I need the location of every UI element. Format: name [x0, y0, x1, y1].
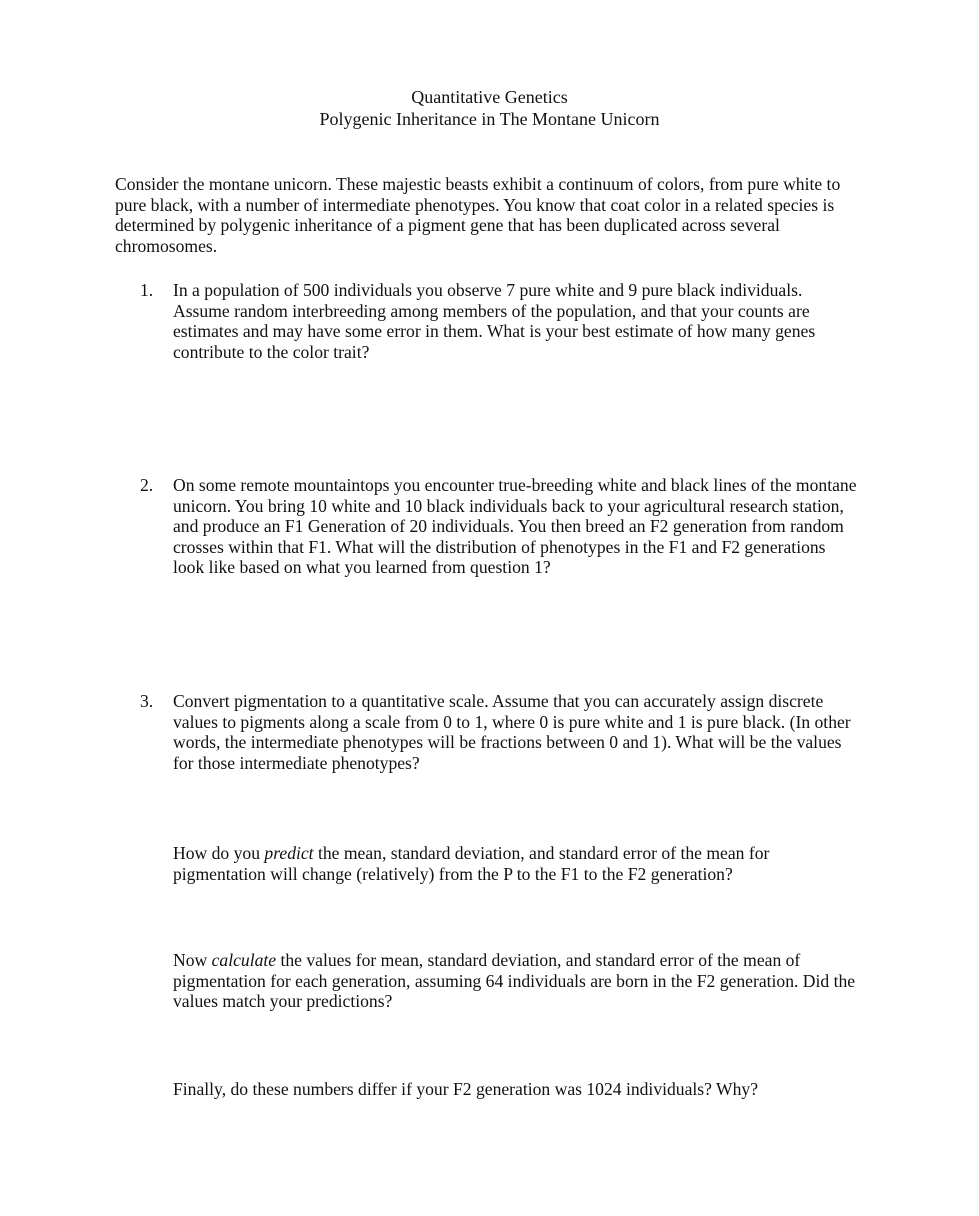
emphasis-predict: predict — [264, 843, 314, 863]
subquestion-text: Now — [173, 950, 212, 970]
question-text: On some remote mountaintops you encounter true-breeding white and black lines of the montane unicorn. You bring 10 white and 10 black individuals back to your agricultural research station, and produce an F1 Generation of 20 individuals. You then breed an F2 generation from random crosses within that F1. What will the distribution of phenotypes in the F1 and F2 generations look like based on what you learned from question 1? — [173, 475, 857, 577]
subquestion-text: How do you — [173, 843, 265, 863]
intro-paragraph: Consider the montane unicorn. These majestic beasts exhibit a continuum of colors, from pure white to pure black, with a number of intermediate phenotypes. You know that coat color in a related species is determined by polygenic inheritance of a pigment gene that has been duplicated across several chromosomes. — [115, 174, 841, 256]
title-block — [0, 86, 979, 130]
subquestion-text: the values for mean, standard deviation, and standard error of the mean of pigmentation for each generation, assuming 64 individuals are born in the F2 generation. Did the values match your predictions? — [173, 950, 856, 1011]
question-3 — [140, 691, 860, 773]
question-number: 3. — [140, 691, 154, 711]
question-number: 1. — [140, 280, 154, 300]
question-text: Convert pigmentation to a quantitative scale. Assume that you can accurately assign discrete values to pigments along a scale from 0 to 1, where 0 is pure white and 1 is pure black. (In other words, the intermediate phenotypes will be fractions between 0 and 1). What will be the values for those intermediate phenotypes? — [173, 691, 851, 773]
question-2 — [140, 475, 860, 578]
emphasis-calculate: calculate — [211, 950, 277, 970]
document-title: Quantitative Genetics — [411, 87, 568, 107]
question-text: In a population of 500 individuals you observe 7 pure white and 9 pure black individuals. Assume random interbreeding among members of the population, and that your counts are estimates and may have some error in them. What is your best estimate of how many genes contribute to the color trait? — [173, 280, 816, 362]
document-subtitle: Polygenic Inheritance in The Montane Unicorn — [319, 109, 660, 129]
question-1 — [140, 280, 860, 362]
question-number: 2. — [140, 475, 154, 495]
subquestion-predict — [173, 843, 863, 884]
subquestion-final: Finally, do these numbers differ if your F2 generation was 1024 individuals? Why? — [173, 1079, 759, 1099]
subquestion-calculate — [173, 950, 863, 1012]
subquestion-text: the mean, standard deviation, and standard error of the mean for pigmentation will change (relatively) from the P to the F1 to the F2 generation? — [173, 843, 770, 884]
